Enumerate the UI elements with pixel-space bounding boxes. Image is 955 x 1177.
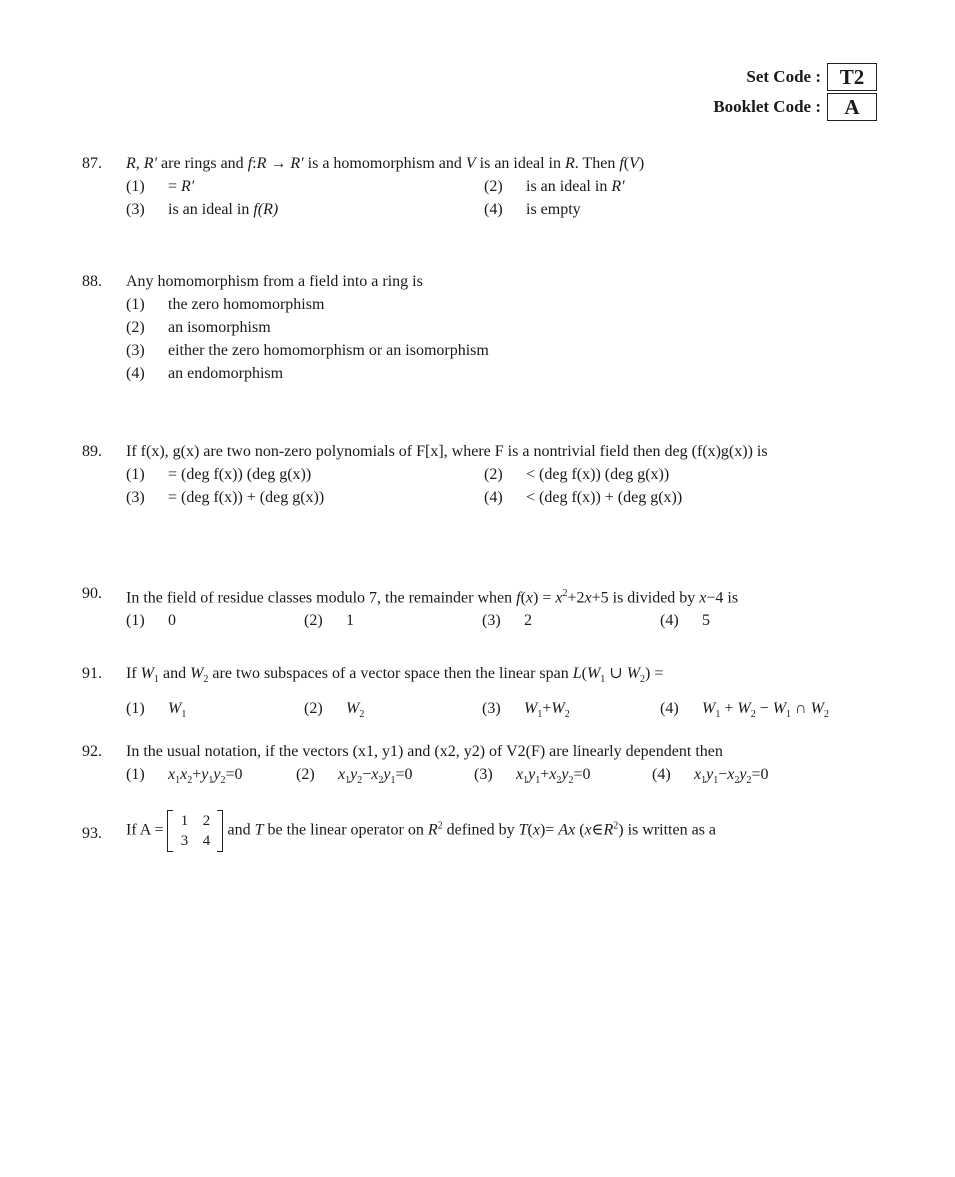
question-number: 88. [82,273,102,290]
option-1[interactable]: (1) $x_1x_2+y_1y_2=0$ [126,766,243,787]
option-4[interactable]: (4) an endomorphism [126,365,284,382]
option-2[interactable]: (2) is an ideal in R′ [484,178,625,195]
codes-block [713,62,877,122]
question-88 [82,270,892,385]
matrix-a: 1 2 3 4 [167,810,223,852]
question-number: 90. [82,585,102,602]
option-2[interactable]: (2) 1 [304,612,354,630]
options [126,463,892,509]
option-3[interactable]: (3) is an ideal in f(R) [126,201,279,218]
option-4[interactable]: (4) $x_1y_1-x_2y_2=0$ [652,766,769,787]
options [126,763,892,792]
option-1[interactable]: (1) = (deg f(x)) (deg g(x)) [126,466,312,483]
options [126,697,892,726]
question-text: R, R′ are rings and f:R → R′ is a homomorphism and V is an ideal in R. Then f(V) [126,155,645,172]
question-text: In the usual notation, if the vectors (x1, y1) and (x2, y2) of V2(F) are linearly dependent then [126,743,723,760]
option-1[interactable]: (1) the zero homomorphism [126,296,325,313]
booklet-code-value: A [827,93,877,121]
option-2[interactable]: (2) an isomorphism [126,319,271,336]
option-4[interactable]: (4) is empty [484,201,581,218]
booklet-code [713,92,877,122]
option-3[interactable]: (3) 2 [482,612,532,630]
option-1[interactable]: (1) $W_1$ [126,700,187,721]
option-4[interactable]: (4) $W_1 + W_2 - W_1$ ∩ $W_2$ [660,700,829,721]
question-number: 92. [82,743,102,760]
question-text: If $W_1$ and $W_2$ are two subspaces of a vector space then the linear span $L(W_1$ ∪ $W_2$) = [126,665,664,686]
set-code [713,62,877,92]
question-text: If A = 1 2 3 4 and T be the linear operator on $R^2$ defined by T(x)= Ax $(x\in R^2)$ is written as a [126,810,892,852]
option-2[interactable]: (2) < (deg f(x)) (deg g(x)) [484,466,670,483]
option-3[interactable]: (3) $x_1y_1+x_2y_2=0$ [474,766,591,787]
set-code-value: T2 [827,63,877,91]
options [126,175,892,221]
question-number: 91. [82,665,102,682]
question-number: 87. [82,155,102,172]
question-text: In the field of residue classes modulo 7, the remainder when $f(x) = x^2+2x+5$ is divided by x−4 is [126,588,739,607]
option-2[interactable]: (2) $x_1y_2-x_2y_1=0$ [296,766,413,787]
question-89 [82,440,892,509]
option-4[interactable]: (4) 5 [660,612,710,630]
question-90 [82,582,892,632]
question-87 [82,152,892,221]
booklet-code-label: Booklet Code : [713,97,821,116]
option-3[interactable]: (3) = (deg f(x)) + (deg g(x)) [126,489,325,506]
options [126,293,892,385]
option-1[interactable]: (1) = R′ [126,178,195,195]
set-code-label: Set Code : [746,67,821,86]
question-number: 89. [82,443,102,460]
option-3[interactable]: (3) either the zero homomorphism or an isomorphism [126,342,489,359]
options [126,609,892,632]
question-number: 93. [82,825,102,842]
option-2[interactable]: (2) $W_2$ [304,700,365,721]
option-1[interactable]: (1) 0 [126,612,176,630]
question-text: If f(x), g(x) are two non-zero polynomials of F[x], where F is a nontrivial field then deg (f(x)g(x)) is [126,443,768,460]
option-4[interactable]: (4) < (deg f(x)) + (deg g(x)) [484,489,683,506]
option-3[interactable]: (3) $W_1+W_2$ [482,700,570,721]
question-text: Any homomorphism from a field into a ring is [126,273,423,290]
question-92 [82,740,892,792]
question-91 [82,662,892,726]
question-93 [82,810,892,852]
